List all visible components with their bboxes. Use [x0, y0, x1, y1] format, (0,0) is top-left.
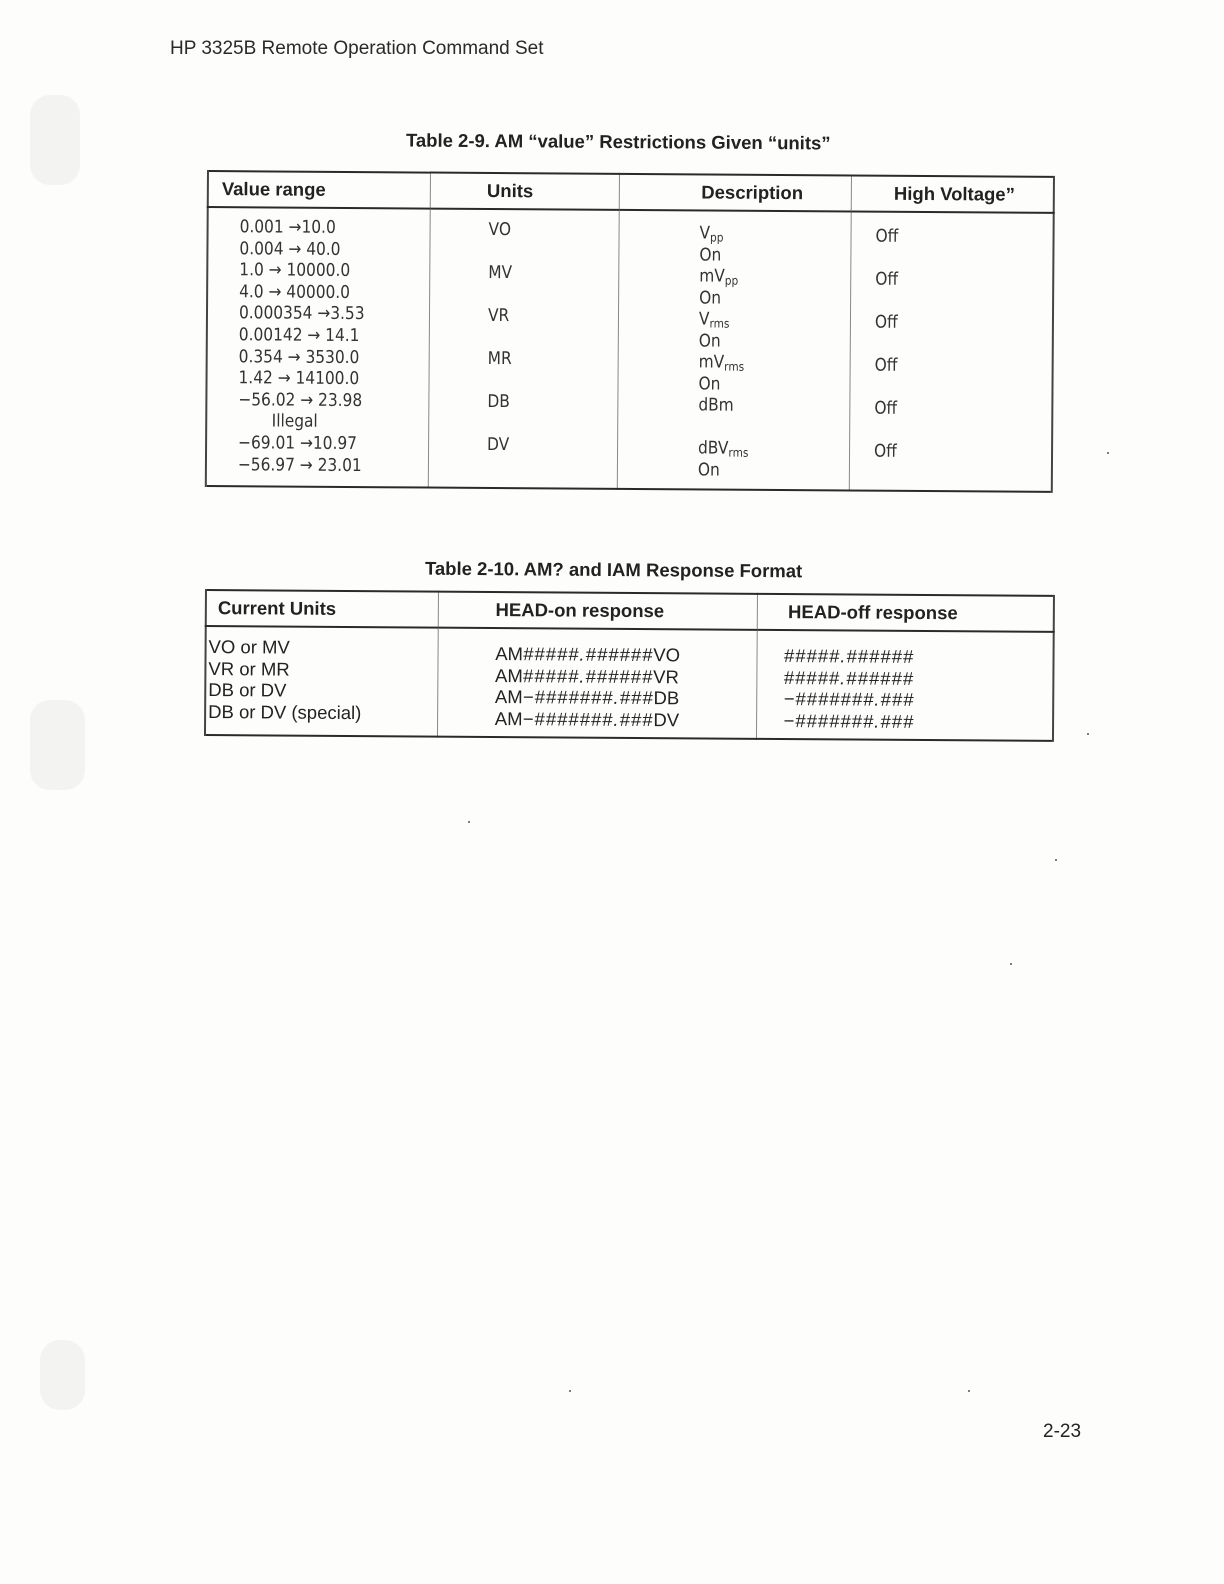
high-voltage-value: Off	[875, 226, 899, 247]
value-range-list	[238, 217, 407, 477]
high-voltage-cell	[849, 211, 1053, 491]
value-range-item: 1.42 → 14100.0	[238, 368, 360, 390]
description-item: dBV$_{rms}$ On	[698, 438, 749, 481]
scan-smudge	[30, 700, 85, 790]
scan-speck	[1010, 963, 1012, 965]
description-cell	[618, 210, 852, 491]
unit-code: MR	[487, 348, 512, 370]
head-on-item: AM−#######.###DV	[494, 707, 680, 730]
unit-code: MV	[488, 262, 513, 284]
value-range-item: 0.004 → 40.0	[239, 238, 341, 260]
head-off-item: #####.######	[783, 645, 915, 667]
column-header-value-range: Value range	[208, 171, 431, 209]
running-header: HP 3325B Remote Operation Command Set	[170, 38, 544, 59]
value-range-item: 0.00142 → 14.1	[238, 325, 360, 347]
current-units-cell	[205, 626, 438, 737]
value-range-item: −69.01 →10.97	[238, 433, 358, 454]
head-on-cell	[437, 628, 757, 739]
current-units-item: DB or DV (special)	[208, 700, 362, 723]
unit-code: DB	[487, 391, 510, 413]
page-number: 2-23	[1043, 1421, 1082, 1442]
table-2-9-caption: Table 2-9. AM “value” Restrictions Given “units”	[405, 129, 831, 154]
scan-smudge	[40, 1340, 85, 1410]
high-voltage-list	[874, 227, 1031, 486]
value-range-item: −56.97 → 23.01	[237, 454, 362, 476]
column-header-description: Description	[620, 174, 852, 212]
column-header-high-voltage: High Voltage”	[851, 176, 1054, 213]
unit-code: VO	[488, 219, 512, 241]
units-cell	[428, 209, 619, 489]
column-header-head-off: HEAD-off response	[757, 594, 1053, 632]
scan-speck	[968, 1390, 970, 1392]
head-off-item: −#######.###	[783, 688, 915, 710]
column-header-current-units: Current Units	[206, 590, 438, 628]
table-2-10	[204, 589, 1055, 742]
value-range-item: Illegal	[271, 411, 318, 433]
scan-speck	[1107, 452, 1109, 454]
current-units-item: DB or DV	[208, 679, 287, 701]
description-item: dBm	[698, 395, 735, 416]
scan-speck	[468, 821, 470, 823]
current-units-item: VO or MV	[208, 636, 290, 658]
table-2-9	[205, 170, 1055, 493]
description-item: $mV_{rms}$ On	[698, 352, 745, 395]
head-on-item: AM#####.######VR	[495, 664, 679, 687]
table-2-10-caption: Table 2-10. AM? and IAM Response Format	[424, 557, 803, 582]
head-off-cell	[757, 630, 1054, 741]
high-voltage-value: Off	[874, 312, 898, 333]
high-voltage-value: Off	[874, 355, 898, 376]
description-item: $V_{rms}$ On	[699, 309, 730, 352]
head-on-item: AM−#######.###DB	[494, 686, 680, 709]
value-range-item: −56.02 → 23.98	[238, 389, 363, 411]
description-item: $mV_{pp}$ On	[699, 266, 739, 309]
high-voltage-value: Off	[874, 441, 897, 462]
column-header-units: Units	[430, 173, 620, 210]
unit-code: DV	[487, 434, 510, 456]
head-off-item: #####.######	[783, 666, 915, 689]
scan-speck	[1055, 859, 1057, 861]
value-range-item: 1.0 → 10000.0	[239, 260, 351, 282]
head-off-item: −#######.###	[783, 709, 915, 732]
head-on-item: AM#####.######VO	[495, 643, 681, 666]
value-range-item: 0.000354 →3.53	[238, 303, 365, 325]
high-voltage-value: Off	[875, 269, 899, 290]
column-header-head-on: HEAD-on response	[438, 592, 758, 630]
value-range-item: 4.0 → 40000.0	[239, 282, 351, 303]
scan-speck	[569, 1390, 571, 1392]
value-range-cell	[206, 207, 431, 488]
units-list	[487, 220, 604, 479]
value-range-item: 0.001 →10.0	[239, 217, 336, 238]
scan-smudge	[30, 95, 80, 185]
unit-code: VR	[488, 305, 510, 327]
current-units-item: VR or MR	[208, 657, 290, 680]
description-item: $V_{pp}$ On	[699, 223, 724, 266]
scan-speck	[1087, 733, 1089, 735]
description-list	[698, 223, 832, 482]
value-range-item: 0.354 → 3530.0	[238, 346, 360, 368]
high-voltage-value: Off	[874, 398, 898, 419]
